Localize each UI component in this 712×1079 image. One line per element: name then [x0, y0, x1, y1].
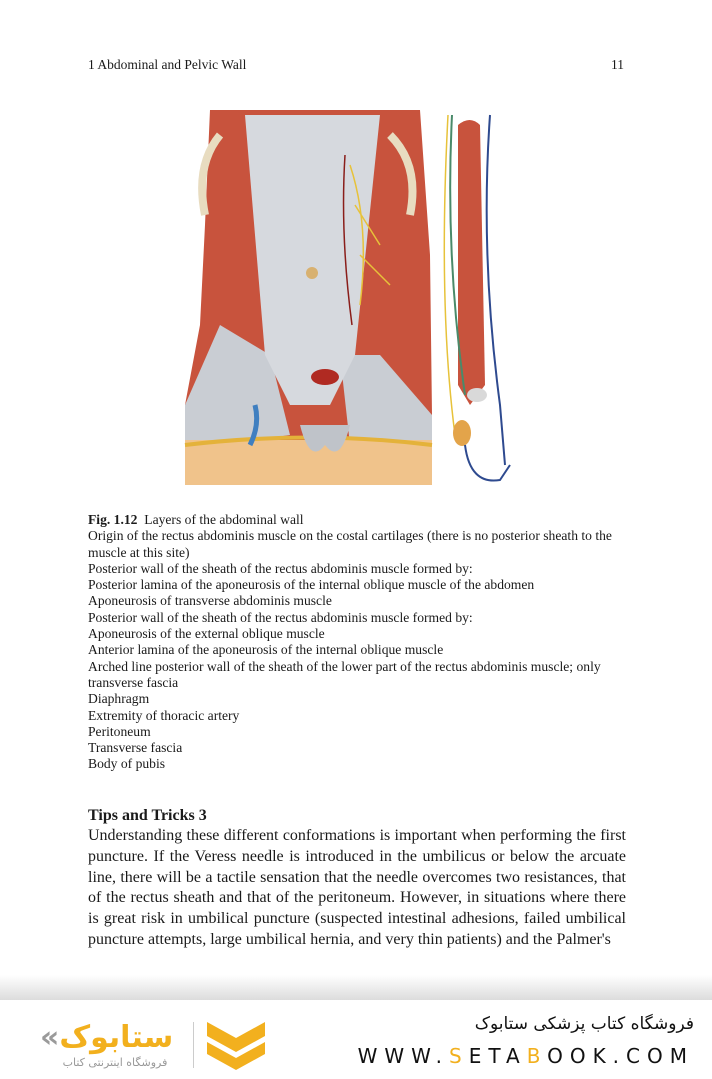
page-number: 11	[611, 57, 624, 72]
tips-heading: Tips and Tricks 3	[88, 807, 207, 824]
caption-line: Anterior lamina of the aponeurosis of the internal oblique muscle	[88, 642, 444, 658]
figure-caption	[88, 512, 628, 773]
caption-line: Peritoneum	[88, 723, 151, 739]
cross-section-drawing	[444, 115, 510, 481]
caption-line: Aponeurosis of transverse abdominis muscle	[88, 593, 332, 609]
chevron-logo-icon	[205, 1018, 267, 1070]
anatomy-illustration	[180, 105, 530, 490]
figure-title: Layers of the abdominal wall	[144, 512, 304, 527]
watermark-banner	[0, 1000, 712, 1079]
store-logo: «ستابوک	[40, 1020, 174, 1055]
page-fade	[0, 975, 712, 1000]
store-name: فروشگاه کتاب پزشکی ستابوک	[474, 1014, 694, 1034]
caption-line: Diaphragm	[88, 691, 150, 707]
abdominal-wall-drawing	[185, 110, 432, 485]
caption-line: Arched line posterior wall of the sheath of the lower part of the rectus abdominis muscle; only transverse fascia	[88, 658, 601, 690]
caption-line: Extremity of thoracic artery	[88, 707, 240, 723]
caption-line: Transverse fascia	[88, 740, 183, 756]
figure-label: Fig. 1.12	[88, 512, 138, 527]
store-logo-subtitle: فروشگاه اینترنتی کتاب	[62, 1056, 168, 1069]
caption-line: Origin of the rectus abdominis muscle on the costal cartilages (there is no posterior sheath to the muscle at this site)	[88, 528, 612, 560]
running-header: 1 Abdominal and Pelvic Wall	[88, 57, 247, 72]
tips-section	[88, 806, 626, 951]
caption-line: Posterior lamina of the aponeurosis of the internal oblique muscle of the abdomen	[88, 577, 535, 593]
caption-line: Posterior wall of the sheath of the rectus abdominis muscle formed by:	[88, 560, 473, 576]
store-url[interactable]: WWW.SETABOOK.COM	[357, 1044, 694, 1068]
caption-line: Posterior wall of the sheath of the rectus abdominis muscle formed by:	[88, 609, 473, 625]
divider	[193, 1022, 194, 1068]
caption-line: Body of pubis	[88, 756, 166, 772]
tips-body: Understanding these different conformations is important when performing the first puncture. If the Veress needle is introduced in the umbilicus or below the arcuate line, there will be a tactile sensation that the needle overcomes two resistances, that of the rectus sheath and that of the peritoneum. However, in situations where there is great risk in umbilical puncture (suspected intestinal adhesions, failed umbilical puncture attempts, large umbilical hernia, and very thin patients) and the Palmer's	[88, 827, 626, 948]
caption-line: Aponeurosis of the external oblique muscle	[88, 626, 325, 642]
